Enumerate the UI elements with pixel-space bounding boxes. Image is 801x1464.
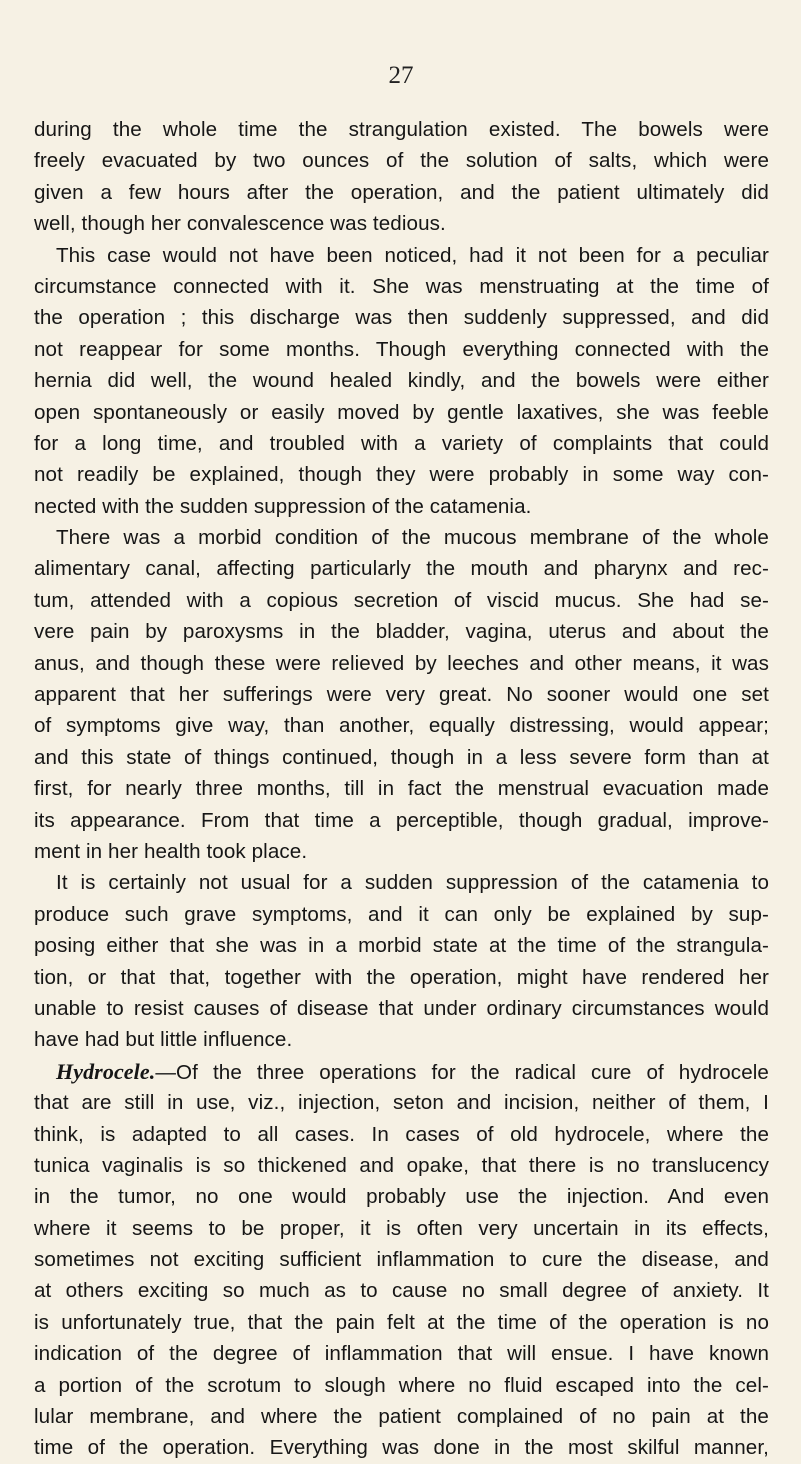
line-text: vere pain by paroxysms in the bladder, vagina, uterus and about the (34, 620, 769, 644)
text-line (34, 1432, 769, 1463)
text-line (34, 867, 769, 898)
line-text: first, for nearly three months, till in fact the menstrual evacuation made (34, 777, 769, 801)
line-text: indication of the degree of inflammation that will ensue. I have known (34, 1342, 769, 1366)
text-line (34, 397, 769, 428)
line-text: that are still in use, viz., injection, seton and incision, neither of them, I (34, 1091, 769, 1115)
text-line (34, 1244, 769, 1275)
line-text: circumstance connected with it. She was menstruating at the time of (34, 274, 769, 298)
line-text: anus, and though these were relieved by leeches and other means, it was (34, 651, 769, 675)
line-text: not readily be explained, though they were probably in some way con- (34, 463, 769, 487)
text-line (34, 1213, 769, 1244)
text-line (34, 993, 769, 1024)
text-line (34, 1401, 769, 1432)
text-line (34, 742, 769, 773)
line-text: of symptoms give way, than another, equally distressing, would appear; (34, 714, 769, 738)
line-text: posing either that she was in a morbid state at the time of the strangula- (34, 934, 769, 958)
text-line (34, 459, 769, 490)
line-text: is unfortunately true, that the pain felt at the time of the operation is no (34, 1310, 769, 1334)
text-line (34, 208, 769, 239)
text-line (34, 585, 769, 616)
text-line (34, 271, 769, 302)
text-line (34, 773, 769, 804)
text-line (34, 240, 769, 271)
text-line (34, 616, 769, 647)
text-line (34, 1087, 769, 1118)
line-text: hernia did well, the wound healed kindly, and the bowels were either (34, 369, 769, 393)
line-text: unable to resist causes of disease that under ordinary circumstances would (34, 996, 769, 1020)
text-line (34, 491, 769, 522)
line-text: its appearance. From that time a perceptible, though gradual, improve- (34, 808, 769, 832)
text-line (34, 428, 769, 459)
text-line (34, 1307, 769, 1338)
line-text: It is certainly not usual for a sudden suppression of the catamenia to (56, 871, 769, 895)
line-text: tum, attended with a copious secretion of viscid mucus. She had se- (34, 588, 769, 612)
text-line (34, 1024, 769, 1055)
line-text: the operation ; this discharge was then suddenly suppressed, and did (34, 306, 769, 330)
line-text: tunica vaginalis is so thickened and opake, that there is no translucency (34, 1153, 769, 1177)
line-text: ment in her health took place. (34, 839, 308, 863)
line-text: well, though her convalescence was tedious. (34, 212, 446, 236)
line-text: a portion of the scrotum to slough where no fluid escaped into the cel- (34, 1373, 769, 1397)
text-line (34, 648, 769, 679)
text-line (34, 679, 769, 710)
line-text: tion, or that that, together with the operation, might have rendered her (34, 965, 769, 989)
line-text: This case would not have been noticed, had it not been for a peculiar (56, 243, 769, 267)
text-line (34, 1150, 769, 1181)
line-text: alimentary canal, affecting particularly the mouth and pharynx and rec- (34, 557, 769, 581)
text-line (34, 899, 769, 930)
section-heading: Hydrocele. (56, 1058, 156, 1084)
text-line (34, 365, 769, 396)
line-text: in the tumor, no one would probably use the injection. And even (34, 1185, 769, 1209)
text-line (34, 145, 769, 176)
line-text: produce such grave symptoms, and it can only be explained by sup- (34, 902, 769, 926)
text-line (34, 1181, 769, 1212)
line-text: sometimes not exciting sufficient inflammation to cure the disease, and (34, 1248, 769, 1272)
line-text: and this state of things continued, though in a less severe form than at (34, 745, 769, 769)
line-text: think, is adapted to all cases. In cases of old hydrocele, where the (34, 1122, 769, 1146)
line-text: for a long time, and troubled with a variety of complaints that could (34, 431, 769, 455)
line-text: There was a morbid condition of the mucous membrane of the whole (56, 526, 769, 550)
line-text: at others exciting so much as to cause no small degree of anxiety. It (34, 1279, 769, 1303)
text-line (34, 114, 769, 145)
text-line (34, 962, 769, 993)
line-text: have had but little influence. (34, 1028, 293, 1052)
text-line (34, 1119, 769, 1150)
line-text: time of the operation. Everything was done in the most skilful manner, (34, 1436, 769, 1460)
line-text: —Of the three operations for the radical cure of hydrocele (155, 1060, 769, 1084)
text-line (34, 302, 769, 333)
text-line (34, 1275, 769, 1306)
line-text: given a few hours after the operation, and the patient ultimately did (34, 180, 769, 204)
line-text: where it seems to be proper, it is often very uncertain in its effects, (34, 1216, 769, 1240)
text-line (34, 805, 769, 836)
text-line (34, 334, 769, 365)
line-text: lular membrane, and where the patient complained of no pain at the (34, 1405, 769, 1429)
page-number: 27 (388, 62, 414, 89)
line-text: not reappear for some months. Though everything connected with the (34, 337, 769, 361)
line-text: apparent that her sufferings were very great. No sooner would one set (34, 683, 769, 707)
text-line (34, 177, 769, 208)
line-text: freely evacuated by two ounces of the solution of salts, which were (34, 149, 769, 173)
text-line (34, 930, 769, 961)
text-line (34, 1056, 769, 1087)
text-line (34, 710, 769, 741)
line-text: nected with the sudden suppression of the catamenia. (34, 494, 532, 518)
text-line (34, 1370, 769, 1401)
text-line (34, 522, 769, 553)
text-line (34, 553, 769, 584)
line-text: during the whole time the strangulation existed. The bowels were (34, 118, 769, 141)
text-line (34, 836, 769, 867)
line-text: open spontaneously or easily moved by gentle laxatives, she was feeble (34, 400, 769, 424)
body-text (34, 114, 769, 1464)
